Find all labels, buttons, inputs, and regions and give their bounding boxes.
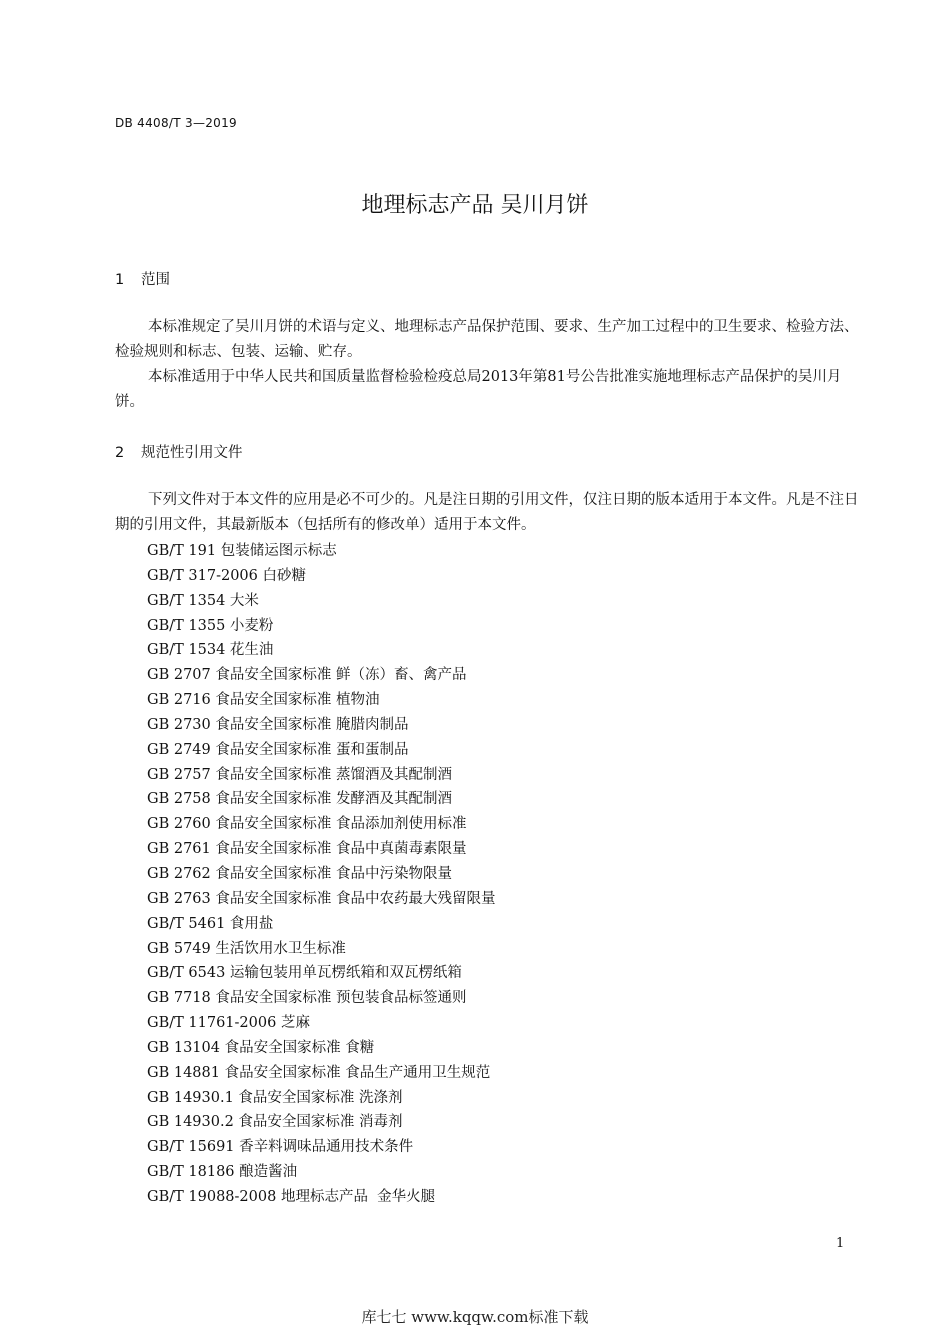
references-intro: 下列文件对于本文件的应用是必不可少的。凡是注日期的引用文件，仅注日期的版本适用于本文件。凡是不注日期的引用文件，其最新版本（包括所有的修改单）适用于本文件。 (115, 492, 859, 533)
reference-item: GB/T 6543 运输包装用单瓦楞纸箱和双瓦楞纸箱 (147, 965, 462, 982)
reference-item: GB 13104 食品安全国家标准 食糖 (147, 1039, 375, 1056)
reference-item: GB/T 19088-2008 地理标志产品 金华火腿 (147, 1188, 436, 1205)
reference-item: GB/T 1354 大米 (147, 592, 259, 609)
document-code: DB 4408/T 3—2019 (115, 116, 237, 130)
footer-watermark: 库七七 www.kqqw.com标准下载 (361, 1308, 589, 1326)
reference-item: GB 2761 食品安全国家标准 食品中真菌毒素限量 (147, 841, 467, 858)
reference-item: GB/T 11761-2006 芝麻 (147, 1015, 310, 1032)
document-title: 地理标志产品 吴川月饼 (361, 193, 589, 218)
section-2-heading (115, 441, 243, 462)
reference-item: GB/T 191 包装储运图示标志 (147, 543, 337, 559)
scope-paragraph-1: 本标准规定了吴川月饼的术语与定义、地理标志产品保护范围、要求、生产加工过程中的卫生要求、检验方法、检验规则和标志、包装、运输、贮存。 (115, 319, 859, 360)
reference-item: GB/T 1355 小麦粉 (147, 617, 274, 634)
section-2-number: 2 (115, 445, 125, 461)
reference-item: GB 2757 食品安全国家标准 蒸馏酒及其配制酒 (147, 766, 452, 783)
reference-list (147, 539, 495, 1210)
reference-item: GB 2762 食品安全国家标准 食品中污染物限量 (147, 865, 452, 882)
reference-item: GB 2716 食品安全国家标准 植物油 (147, 692, 380, 709)
scope-paragraph-2: 本标准适用于中华人民共和国质量监督检验检疫总局2013年第81号公告批准实施地理标志产品保护的吴川月饼。 (115, 369, 842, 410)
reference-item: GB 7718 食品安全国家标准 预包装食品标签通则 (147, 990, 467, 1007)
section-1-title: 范围 (141, 272, 170, 288)
reference-item: GB/T 18186 酿造酱油 (147, 1164, 298, 1181)
section-2-title: 规范性引用文件 (141, 445, 243, 461)
reference-item: GB 2758 食品安全国家标准 发酵酒及其配制酒 (147, 791, 452, 808)
reference-item: GB/T 5461 食用盐 (147, 915, 274, 932)
reference-item: GB 2707 食品安全国家标准 鲜（冻）畜、禽产品 (147, 667, 467, 684)
reference-item: GB 2749 食品安全国家标准 蛋和蛋制品 (147, 741, 409, 758)
reference-item: GB 5749 生活饮用水卫生标准 (147, 940, 346, 957)
reference-item: GB 2763 食品安全国家标准 食品中农药最大残留限量 (147, 890, 496, 907)
page-number: 1 (836, 1236, 845, 1251)
reference-item: GB 14930.2 食品安全国家标准 消毒剂 (147, 1114, 403, 1131)
reference-item: GB/T 15691 香辛料调味品通用技术条件 (147, 1139, 414, 1156)
reference-item: GB 2730 食品安全国家标准 腌腊肉制品 (147, 716, 409, 733)
reference-item: GB 14930.1 食品安全国家标准 洗涤剂 (147, 1089, 403, 1106)
section-1-number: 1 (115, 272, 125, 288)
reference-item: GB/T 1534 花生油 (147, 642, 274, 659)
reference-item: GB 2760 食品安全国家标准 食品添加剂使用标准 (147, 816, 467, 833)
reference-item: GB/T 317-2006 白砂糖 (147, 567, 306, 584)
reference-item: GB 14881 食品安全国家标准 食品生产通用卫生规范 (147, 1064, 491, 1081)
section-1-heading (115, 268, 170, 289)
